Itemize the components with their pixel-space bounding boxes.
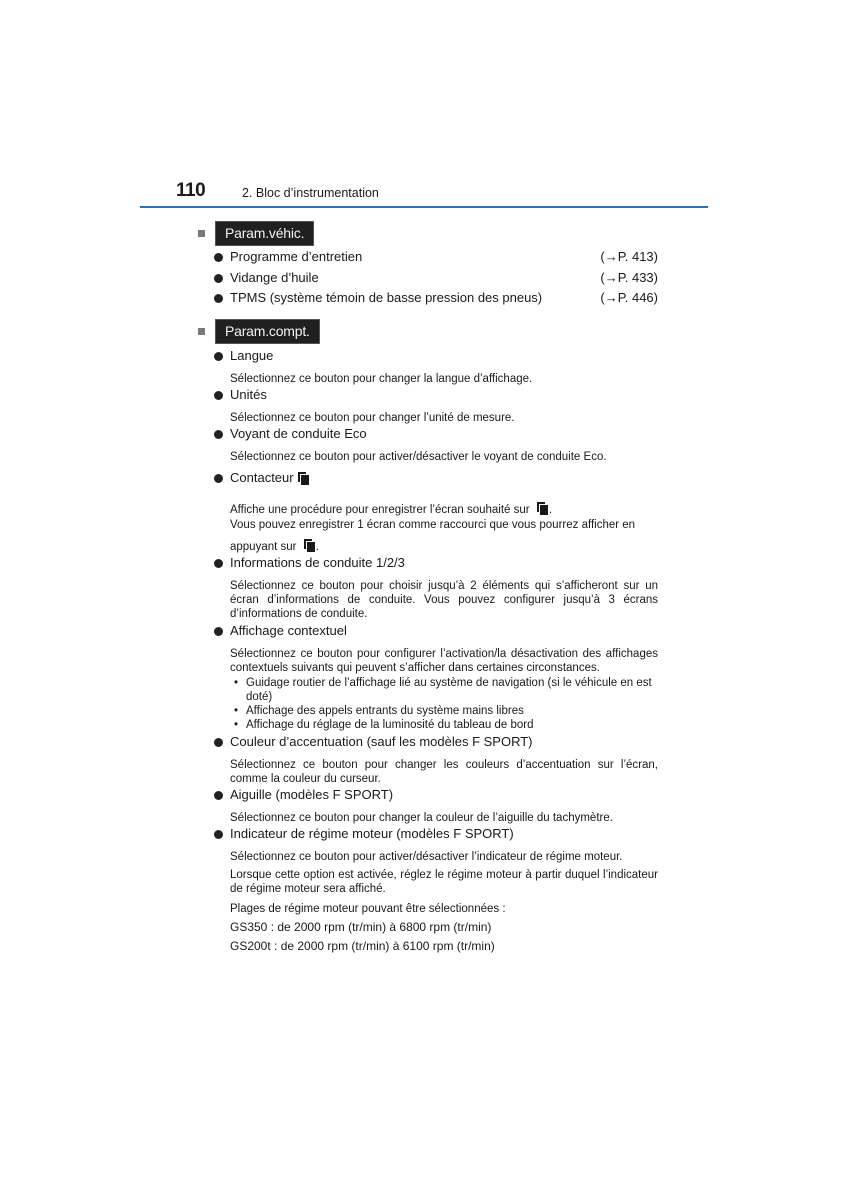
item-description: Sélectionnez ce bouton pour activer/désactiver l’indicateur de régime moteur. <box>230 851 623 863</box>
item-label: Affichage contextuel <box>230 623 347 638</box>
bullet-icon <box>214 391 223 400</box>
bullet-icon <box>214 430 223 439</box>
bullet-icon <box>214 627 223 636</box>
screen-label-vehicle-settings: Param.véhic. <box>215 221 314 246</box>
item-label: Indicateur de régime moteur (modèles F SPORT) <box>230 826 514 841</box>
sub-list-item <box>234 704 658 718</box>
list-item <box>214 426 367 442</box>
list-item <box>214 470 310 486</box>
sub-item-text: Guidage routier de l’affichage lié au système de navigation (si le véhicule en est <box>246 677 652 689</box>
item-label: Aiguille (modèles F SPORT) <box>230 787 394 802</box>
list-item <box>214 249 362 265</box>
bullet-icon <box>214 253 223 262</box>
item-description <box>230 501 658 517</box>
list-item <box>214 787 393 803</box>
sub-item-text: Affichage des appels entrants du système mains libres <box>246 705 524 717</box>
bullet-icon <box>214 791 223 800</box>
header-divider <box>140 206 708 208</box>
item-description: Sélectionnez ce bouton pour changer la couleur de l’aiguille du tachymètre. <box>230 812 613 824</box>
item-description: Vous pouvez enregistrer 1 écran comme raccourci que vous pourrez afficher en <box>230 519 636 531</box>
bullet-icon <box>214 474 223 483</box>
item-description: Sélectionnez ce bouton pour changer la langue d’affichage. <box>230 373 533 385</box>
screen-shortcut-icon <box>297 471 310 485</box>
page-reference[interactable]: (→P. 433) <box>600 270 658 285</box>
dot-bullet-icon: • <box>234 719 239 731</box>
item-label: TPMS (système témoin de basse pression des pneus) <box>230 290 543 305</box>
list-item <box>214 734 533 750</box>
screen-shortcut-icon <box>536 501 549 515</box>
bullet-icon <box>214 830 223 839</box>
item-description: Plages de régime moteur pouvant être sélectionnées : <box>230 903 506 915</box>
bullet-icon <box>214 352 223 361</box>
list-item <box>214 555 405 571</box>
item-description: Sélectionnez ce bouton pour changer les couleurs d’accentuation sur l’écran, comme la couleur du curseur. <box>230 759 658 785</box>
screen-shortcut-icon <box>303 538 316 552</box>
item-label: Unités <box>230 387 267 402</box>
item-label: Contacteur <box>230 470 294 485</box>
item-description: Sélectionnez ce bouton pour configurer l’activation/la désactivation des affichages contextuels suivants qui peuvent s’afficher dans certaines circonstances. <box>230 648 658 674</box>
list-item <box>214 623 347 639</box>
list-item <box>214 348 273 364</box>
sub-list-item <box>234 718 658 732</box>
page-header <box>140 178 708 210</box>
item-description: GS200t : de 2000 rpm (tr/min) à 6100 rpm (tr/min) <box>230 939 495 953</box>
sub-item-text: doté) <box>246 691 273 703</box>
chapter-title: 2. Bloc d’instrumentation <box>242 186 379 200</box>
section-heading-meter <box>198 318 320 344</box>
sub-list-item <box>234 676 658 704</box>
dot-bullet-icon: • <box>234 677 239 689</box>
section-heading-vehicle <box>198 220 314 246</box>
list-item <box>214 826 514 842</box>
screen-label-meter-settings: Param.compt. <box>215 319 320 344</box>
page-reference[interactable]: (→P. 446) <box>600 290 658 305</box>
description-text: appuyant sur <box>230 541 297 553</box>
description-text: Affiche une procédure pour enregistrer l’écran souhaité sur <box>230 504 530 516</box>
item-label: Couleur d’accentuation (sauf les modèles F SPORT) <box>230 734 533 749</box>
list-item <box>214 290 542 306</box>
item-label: Voyant de conduite Eco <box>230 426 367 441</box>
item-description: GS350 : de 2000 rpm (tr/min) à 6800 rpm (tr/min) <box>230 920 492 934</box>
item-description: Lorsque cette option est activée, réglez le régime moteur à partir duquel l’indicateur de régime moteur sera affiché. <box>230 869 658 895</box>
item-description: Sélectionnez ce bouton pour changer l’unité de mesure. <box>230 412 515 424</box>
item-label: Informations de conduite 1/2/3 <box>230 555 405 570</box>
item-description: Sélectionnez ce bouton pour choisir jusqu’à 2 éléments qui s’afficheront sur un écran d’informations de conduite. Vous pouvez configurer jusqu’à 3 écrans d’informations de conduite. <box>230 580 658 620</box>
square-bullet-icon <box>198 230 205 237</box>
dot-bullet-icon: • <box>234 705 239 717</box>
item-label: Langue <box>230 348 274 363</box>
item-label: Programme d’entretien <box>230 249 363 264</box>
item-description: Sélectionnez ce bouton pour activer/désactiver le voyant de conduite Eco. <box>230 451 607 463</box>
square-bullet-icon <box>198 328 205 335</box>
description-text: . <box>548 504 553 516</box>
item-label: Vidange d’huile <box>230 270 319 285</box>
list-item <box>214 387 267 403</box>
page-number: 110 <box>176 180 206 201</box>
item-description <box>230 538 658 554</box>
description-text: . <box>315 541 319 553</box>
bullet-icon <box>214 559 223 568</box>
page-reference[interactable]: (→P. 413) <box>600 249 658 264</box>
bullet-icon <box>214 738 223 747</box>
bullet-icon <box>214 274 223 283</box>
sub-item-text: Affichage du réglage de la luminosité du tableau de bord <box>246 719 534 731</box>
list-item <box>214 270 319 286</box>
bullet-icon <box>214 294 223 303</box>
